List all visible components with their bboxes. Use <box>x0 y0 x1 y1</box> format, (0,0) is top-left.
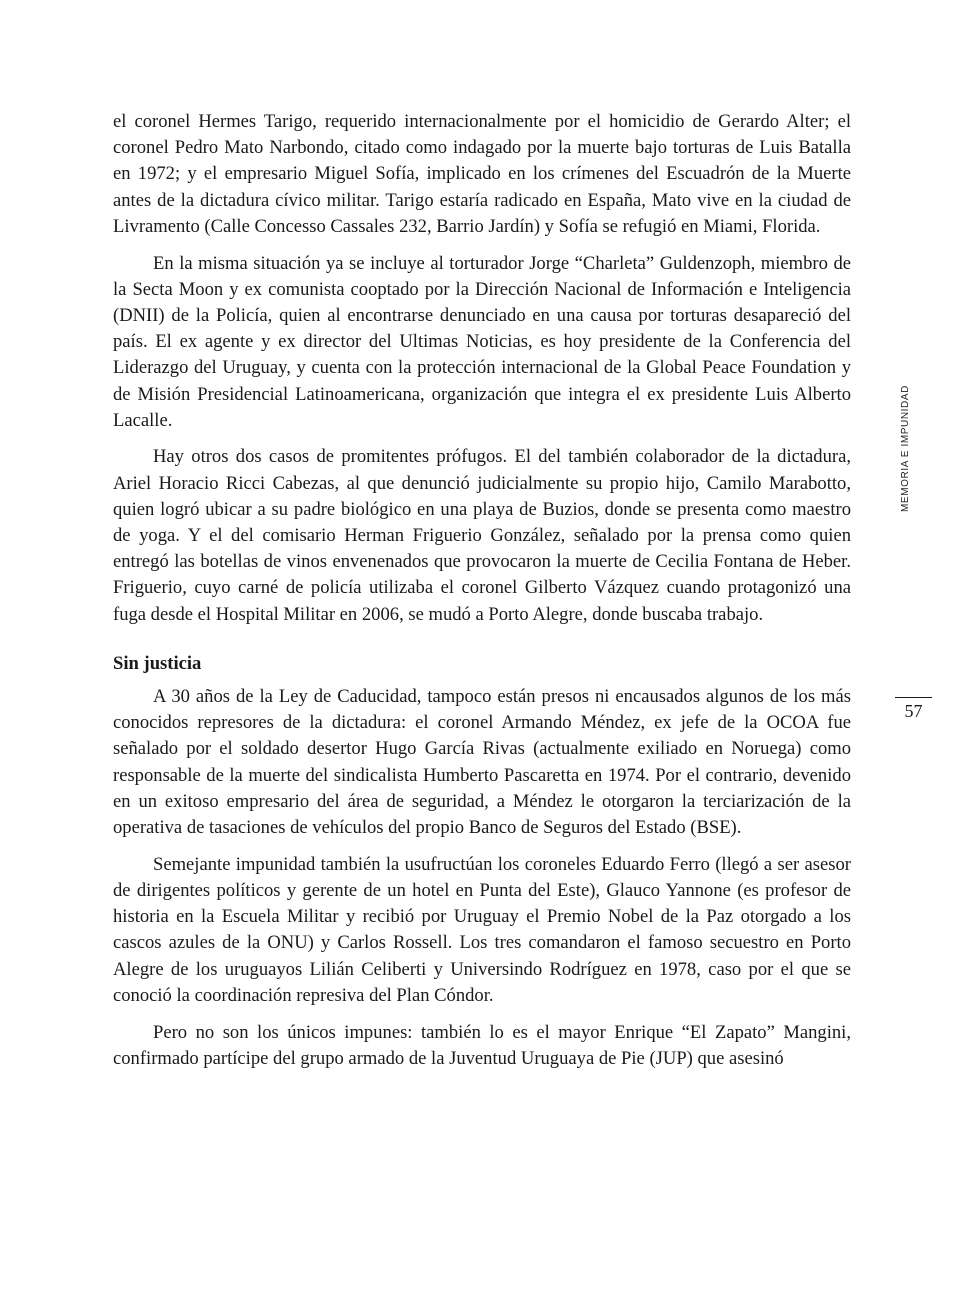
paragraph-profugos: Hay otros dos casos de promitentes prófugos. El del también colaborador de la dictadura, Ariel Horacio Ricci Cabezas, al que denunció judicialmente su propio hijo, Camilo Marabotto, quien logró ubicar a su padre biológico en una playa de Buzios, donde se presenta como maestro de yoga. Y el del comisario Herman Friguerio González, señalado por la prensa como quien entregó las botellas de vinos envenenados que provocaron la muerte de Cecilia Fontana de Heber. Friguerio, cuyo carné de policía utilizaba el coronel Gilberto Vázquez cuando protagonizó una fuga desde el Hospital Militar en 2006, se mudó a Porto Alegre, donde buscaba trabajo. <box>113 446 851 625</box>
section-heading: Sin justicia <box>113 652 202 674</box>
running-side-title: MEMORIA E IMPUNIDAD <box>900 385 911 512</box>
paragraph-guldenzoph: En la misma situación ya se incluye al torturador Jorge “Charleta” Guldenzoph, miembro de la Secta Moon y ex comunista cooptado por la Dirección Nacional de Información e Inteligencia (DNII) de la Policía, quien al encontrarse denunciado en una causa por torturas desapareció del país. El ex agente y ex director del Ultimas Noticias, es hoy presidente de la Conferencia del Liderazgo del Uruguay, y cuenta con la protección internacional de la Global Peace Foundation y de Misión Presidencial Latinoamericana, organización que integra el ex presidente Luis Alberto Lacalle. <box>113 252 851 431</box>
paragraph-mangini: Pero no son los únicos impunes: también lo es el mayor Enrique “El Zapato” Mangini, confirmado partícipe del grupo armado de la Juventud Uruguaya de Pie (JUP) que asesinó <box>113 1021 851 1069</box>
paragraph-continued: el coronel Hermes Tarigo, requerido internacionalmente por el homicidio de Gerardo Alter; el coronel Pedro Mato Narbondo, citado como indagado por la muerte bajo torturas de Luis Batalla en 1972; y el empresario Miguel Sofía, implicado en los crímenes del Escuadrón de la Muerte antes de la dictadura cívico militar. Tarigo estaría radicado en España, Mato vive en la ciudad de Livramento (Calle Concesso Cassales 232, Barrio Jardín) y Sofía se refugió en Miami, Florida. <box>113 111 851 237</box>
paragraph-caducidad: A 30 años de la Ley de Caducidad, tampoco están presos ni encausados algunos de los más conocidos represores de la dictadura: el coronel Armando Méndez, ex jefe de la OCOA fue señalado por el soldado desertor Hugo García Rivas (actualmente exiliado en Noruega) como responsable de la muerte del sindicalista Humberto Pascaretta en 1974. Por el contrario, devenido en un exitoso empresario del área de seguridad, a Méndez le otorgaron la terciarización de la operativa de tasaciones de vehículos del propio Banco de Seguros del Estado (BSE). <box>113 686 851 839</box>
page-number: 57 <box>904 701 923 721</box>
paragraph-impunidad: Semejante impunidad también la usufructúan los coroneles Eduardo Ferro (llegó a ser asesor de dirigentes políticos y gerente de un hotel en Punta del Este), Glauco Yannone (es profesor de historia en la Escuela Militar y recibió por Uruguay el Premio Nobel de la Paz otorgado a los cascos azules de la ONU) y Carlos Rossell. Los tres comandaron el famoso secuestro en Porto Alegre de los uruguayos Lilián Celiberti y Universindo Rodríguez en 1978, caso por el que se conoció la coordinación represiva del Plan Cóndor. <box>113 853 851 1006</box>
page-number-rule <box>895 697 932 698</box>
body-text <box>113 109 851 1082</box>
